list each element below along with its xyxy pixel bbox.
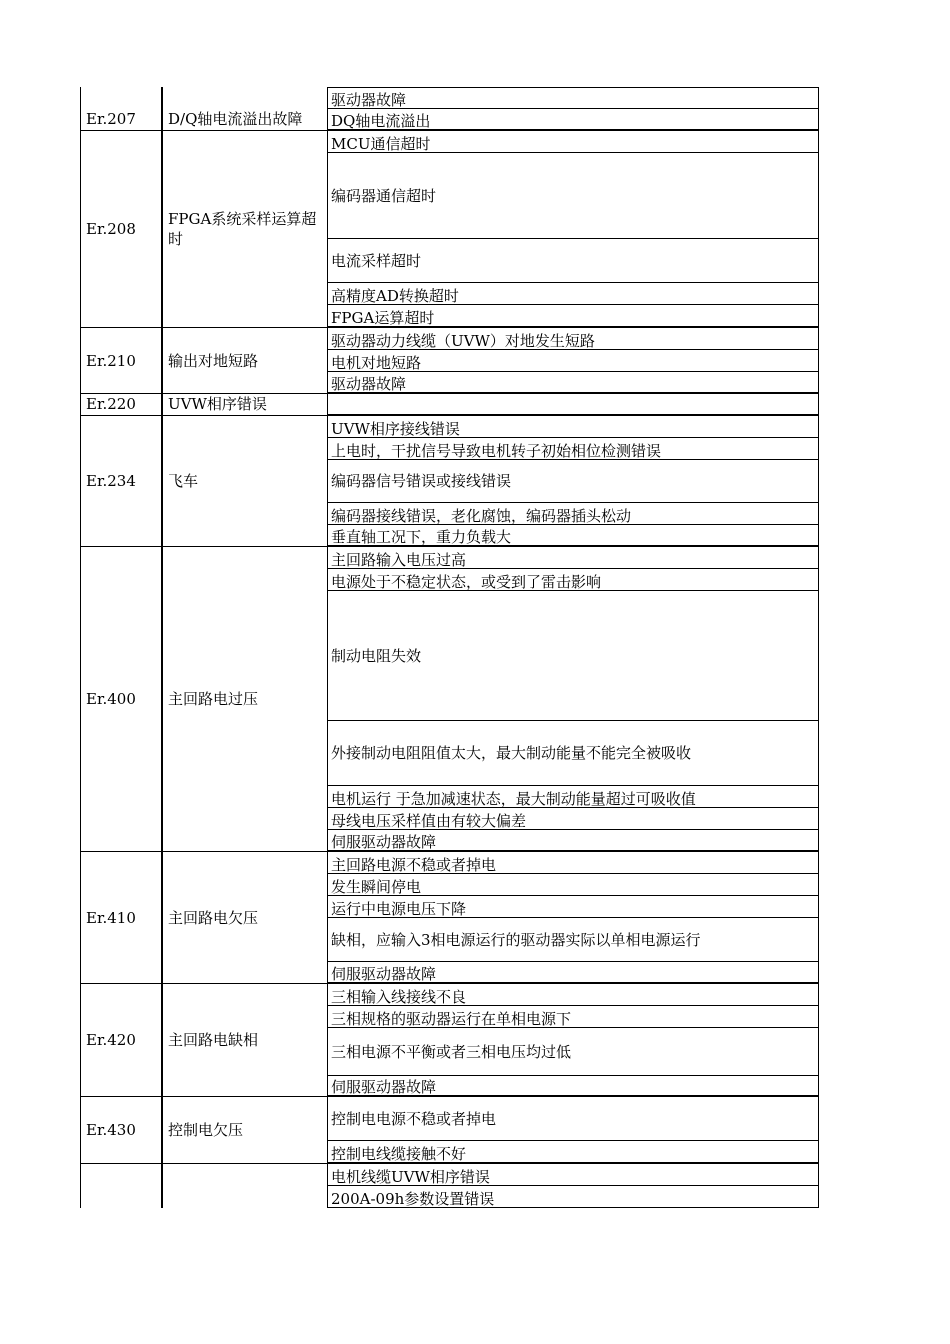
fault-name-cell: UVW相序错误 [163,394,328,415]
table-row [80,109,819,131]
cause-cell: 缺相，应输入3相电源运行的驱动器实际以单相电源运行 [328,918,819,962]
cause-cell: 编码器信号错误或接线错误 [328,460,819,503]
cause-cell: 制动电阻失效 [328,591,819,721]
cause-cell: 电源处于不稳定状态，或受到了雷击影响 [328,569,819,591]
fault-code-cell: Er.410 [80,852,163,983]
cause-cell: 电机运行 于急加减速状态，最大制动能量超过可吸收值 [328,786,819,808]
cause-cell: 伺服驱动器故障 [328,830,819,851]
cause-cell: 200A-09h参数设置错误 [328,1186,819,1208]
cause-cell: 编码器通信超时 [328,153,819,239]
cause-list [328,984,819,1096]
fault-name-cell: 控制电欠压 [163,1097,328,1163]
cause-cell: MCU通信超时 [328,131,819,153]
cause-cell: 电机对地短路 [328,350,819,372]
table-row [80,394,819,416]
fault-code-cell: Er.208 [80,131,163,327]
fault-code-cell: Er.430 [80,1097,163,1163]
cause-cell: 电流采样超时 [328,239,819,283]
table-row [80,1097,819,1164]
fault-code-cell: Er.420 [80,984,163,1096]
fault-name-cell: FPGA系统采样运算超时 [163,131,328,327]
table-row [80,1164,819,1208]
cause-cell: 控制电线缆接触不好 [328,1141,819,1163]
cause-list [328,852,819,983]
cause-cell: 编码器接线错误，老化腐蚀，编码器插头松动 [328,503,819,525]
cause-cell: 电机线缆UVW相序错误 [328,1164,819,1186]
cause-cell: UVW相序接线错误 [328,416,819,438]
cause-cell: 控制电电源不稳或者掉电 [328,1097,819,1141]
cause-cell: 发生瞬间停电 [328,874,819,896]
fault-name-cell [163,1164,328,1208]
cause-cell: 主回路输入电压过高 [328,547,819,569]
cause-cell: 运行中电源电压下降 [328,896,819,918]
fault-name-cell: 输出对地短路 [163,328,328,393]
cause-cell: 伺服驱动器故障 [328,1076,819,1096]
cause-list [328,416,819,546]
cause-list [328,87,819,109]
table-row [80,984,819,1097]
fault-name-cell: 主回路电过压 [163,547,328,851]
cause-list [328,1164,819,1208]
cause-cell: 垂直轴工况下，重力负载大 [328,525,819,546]
fault-code-cell: Er.220 [80,394,163,415]
fault-table [80,87,819,1208]
cause-cell: 驱动器故障 [328,87,819,109]
fault-name-cell: 飞车 [163,416,328,546]
cause-cell: DQ轴电流溢出 [328,109,819,130]
fault-code-cell: Er.210 [80,328,163,393]
fault-name-cell [163,87,328,109]
cause-cell: 驱动器故障 [328,372,819,393]
cause-cell: 三相输入线接线不良 [328,984,819,1006]
cause-list [328,1097,819,1163]
table-row [80,852,819,984]
cause-list [328,328,819,393]
fault-name-cell: D/Q轴电流溢出故障 [163,109,328,130]
table-row [80,87,819,109]
fault-code-cell: Er.207 [80,109,163,130]
cause-cell: 驱动器动力线缆（UVW）对地发生短路 [328,328,819,350]
cause-cell: 上电时，干扰信号导致电机转子初始相位检测错误 [328,438,819,460]
cause-cell: 三相规格的驱动器运行在单相电源下 [328,1006,819,1028]
cause-cell: FPGA运算超时 [328,305,819,327]
cause-cell: 母线电压采样值由有较大偏差 [328,808,819,830]
cause-cell: 外接制动电阻阻值太大，最大制动能量不能完全被吸收 [328,721,819,786]
cause-cell [328,394,819,415]
fault-code-cell [80,87,163,109]
cause-list [328,131,819,327]
fault-name-cell: 主回路电欠压 [163,852,328,983]
fault-code-cell: Er.400 [80,547,163,851]
cause-cell: 伺服驱动器故障 [328,962,819,983]
fault-code-cell: Er.234 [80,416,163,546]
cause-list [328,547,819,851]
cause-cell: 三相电源不平衡或者三相电压均过低 [328,1028,819,1076]
table-row [80,131,819,328]
cause-cell: 高精度AD转换超时 [328,283,819,305]
cause-list [328,394,819,415]
table-row [80,416,819,547]
table-row [80,547,819,852]
table-row [80,328,819,394]
fault-code-cell [80,1164,163,1208]
cause-cell: 主回路电源不稳或者掉电 [328,852,819,874]
cause-list [328,109,819,130]
fault-name-cell: 主回路电缺相 [163,984,328,1096]
